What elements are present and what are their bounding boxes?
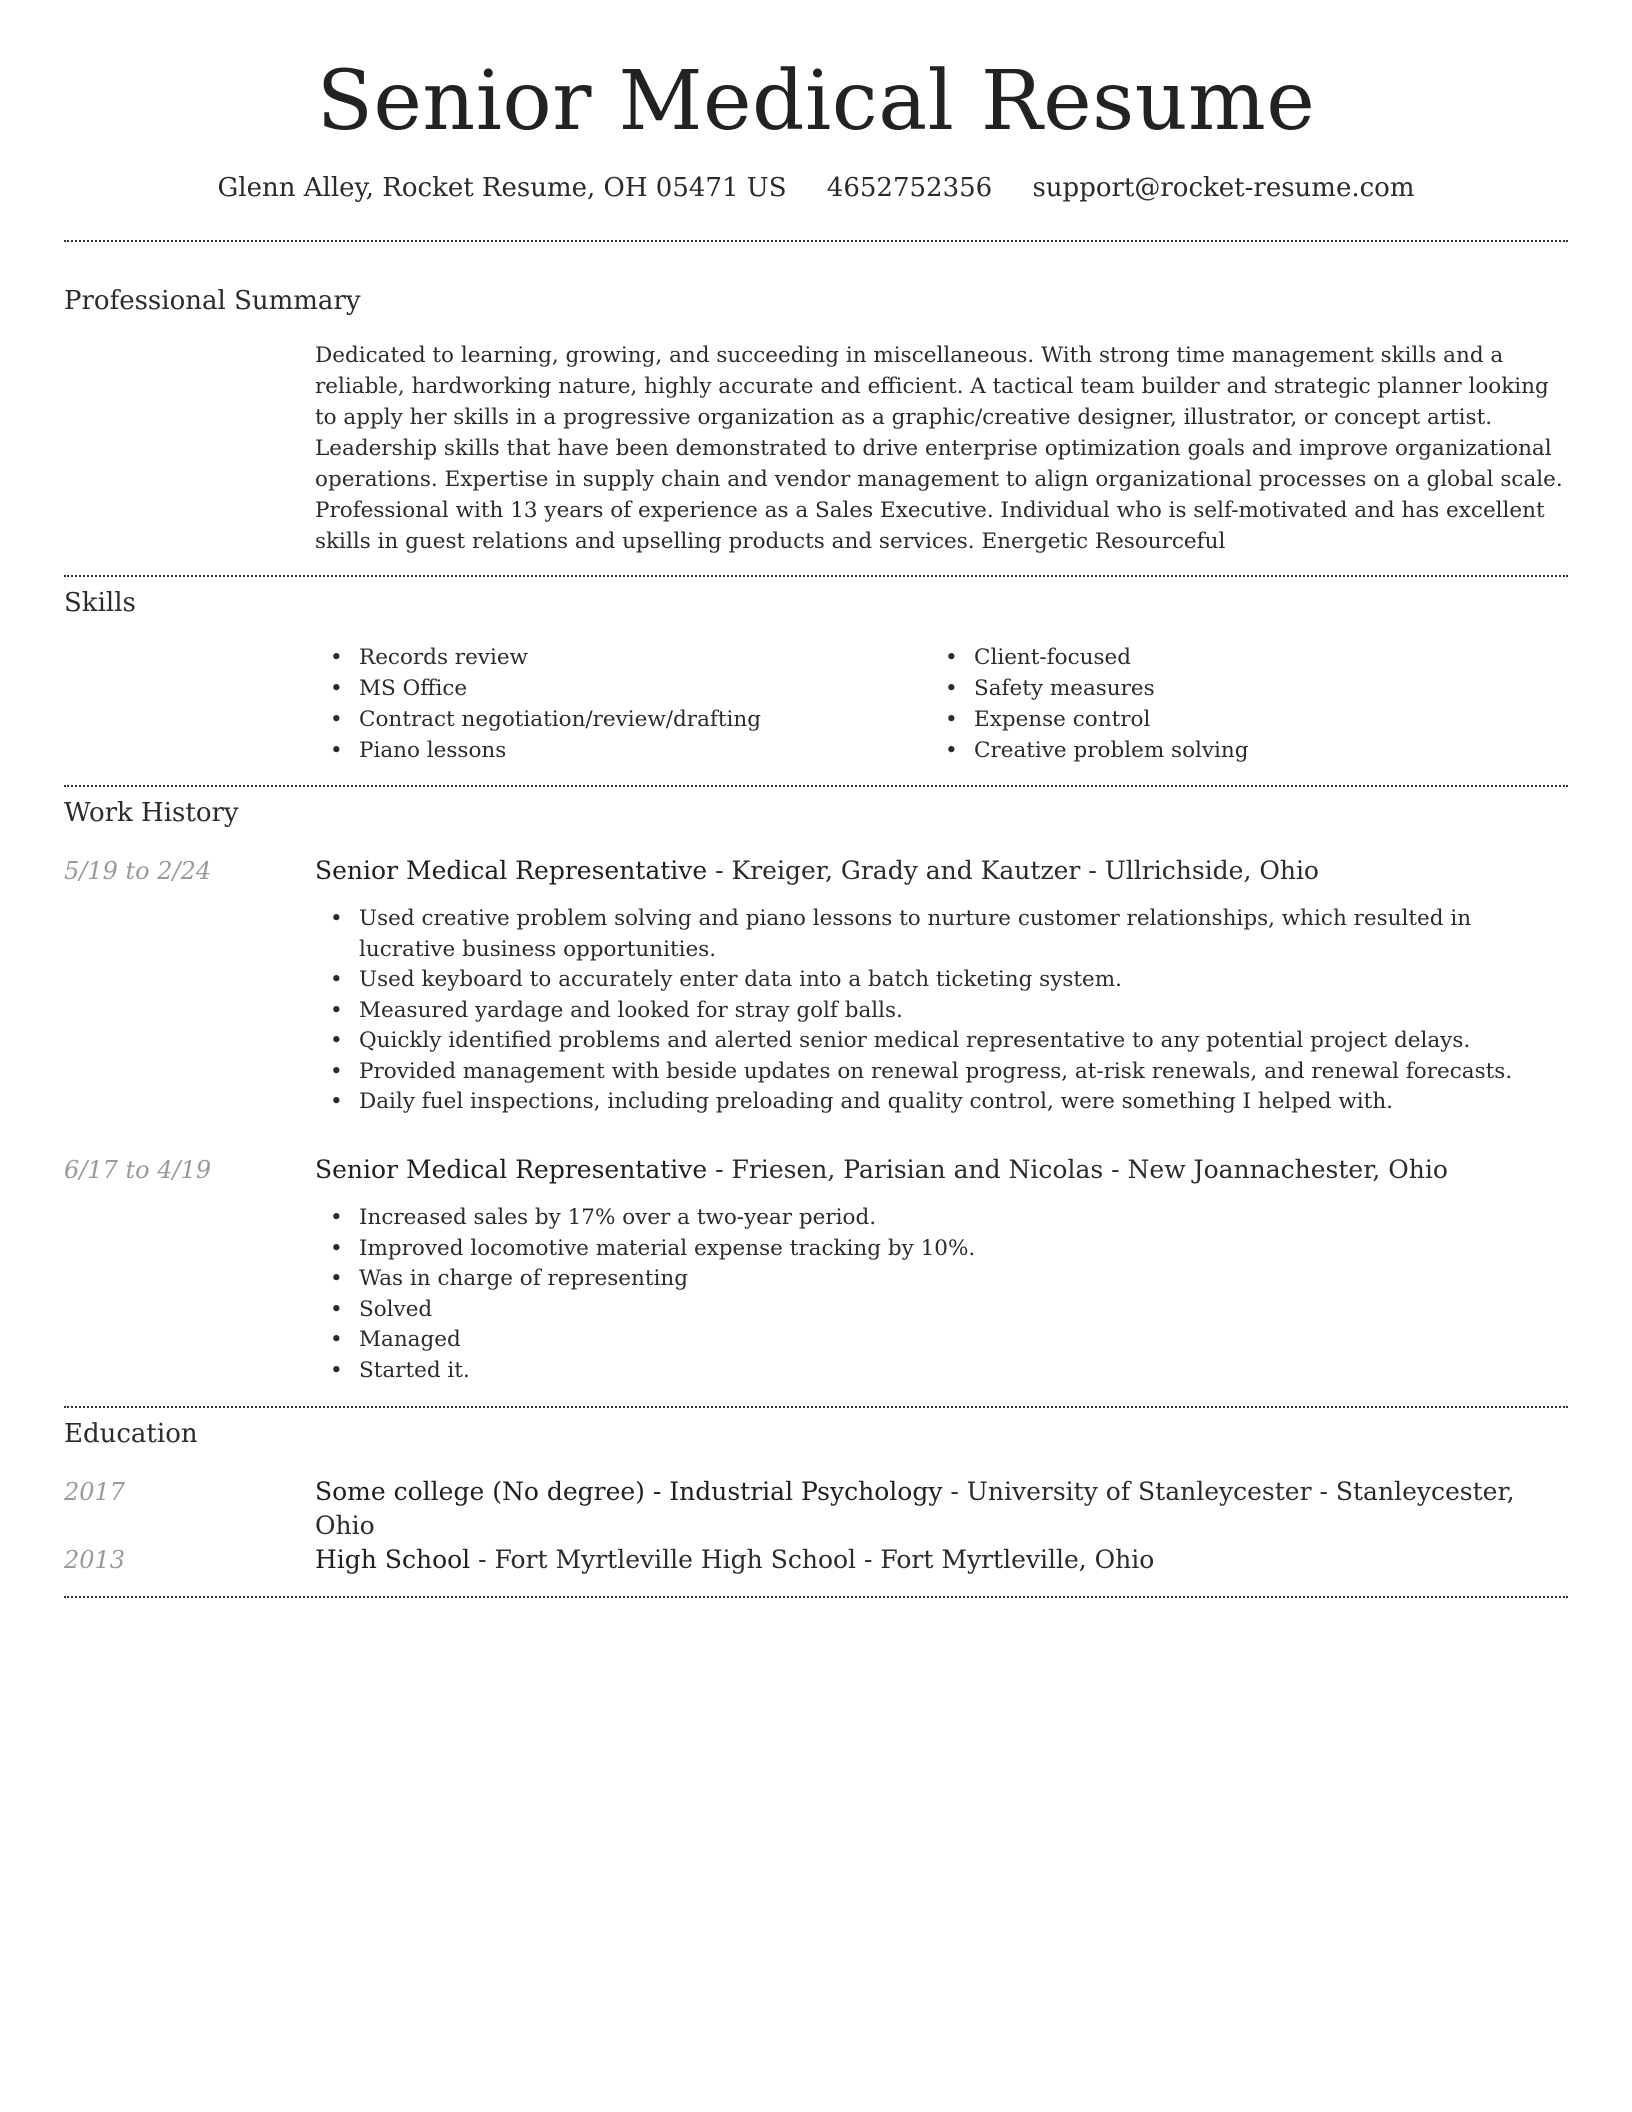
job-title: Senior Medical Representative — [315, 856, 708, 885]
skill-item: • MS Office — [315, 673, 875, 704]
job-bullets — [315, 1203, 1540, 1386]
list-item: • Used creative problem solving and piano lessons to nurture customer relationships, which resulted in lucrative business opportunities. — [315, 904, 1540, 965]
section-heading-summary: Professional Summary — [64, 286, 361, 316]
job-dates: 5/19 to 2/24 — [64, 857, 212, 885]
list-item: • Managed — [315, 1325, 1540, 1356]
divider — [64, 240, 1568, 242]
job-details: - Friesen, Parisian and Nicolas - New Joannachester, Ohio — [707, 1155, 1448, 1184]
skills-list-right — [930, 642, 1490, 766]
job-title: Senior Medical Representative — [315, 1155, 708, 1184]
skill-item: • Creative problem solving — [930, 735, 1490, 766]
contact-address: Glenn Alley, Rocket Resume, OH 05471 US — [217, 173, 787, 203]
contact-email: support@rocket-resume.com — [1032, 173, 1415, 203]
divider — [64, 1406, 1568, 1408]
skill-item: • Expense control — [930, 704, 1490, 735]
education-degree: Some college (No degree) - Industrial Psychology — [315, 1477, 943, 1506]
job-heading — [315, 854, 1565, 888]
list-item: • Quickly identified problems and alerted senior medical representative to any potential project delays. — [315, 1026, 1540, 1057]
job-details: - Kreiger, Grady and Kautzer - Ullrichside, Ohio — [707, 856, 1319, 885]
education-degree: High School — [315, 1545, 471, 1574]
list-item: • Was in charge of representing — [315, 1264, 1540, 1295]
education-entry — [315, 1543, 1565, 1577]
contact-line — [0, 170, 1632, 206]
education-year: 2017 — [64, 1478, 126, 1506]
education-details: - University of Stanleycester - Stanleycester, Ohio — [315, 1477, 1515, 1540]
section-heading-work: Work History — [64, 798, 239, 828]
skill-item: • Safety measures — [930, 673, 1490, 704]
list-item: • Improved locomotive material expense tracking by 10%. — [315, 1234, 1540, 1265]
list-item: • Used keyboard to accurately enter data into a batch ticketing system. — [315, 965, 1540, 996]
education-year: 2013 — [64, 1546, 126, 1574]
skill-item: • Records review — [315, 642, 875, 673]
divider — [64, 575, 1568, 577]
divider — [64, 785, 1568, 787]
divider — [64, 1596, 1568, 1598]
list-item: • Daily fuel inspections, including preloading and quality control, were something I helped with. — [315, 1087, 1540, 1118]
job-heading — [315, 1153, 1565, 1187]
skill-item: • Piano lessons — [315, 735, 875, 766]
skill-item: • Contract negotiation/review/drafting — [315, 704, 875, 735]
resume-title: Senior Medical Resume — [316, 54, 1316, 149]
job-bullets — [315, 904, 1540, 1118]
skills-list-left — [315, 642, 875, 766]
list-item: • Measured yardage and looked for stray golf balls. — [315, 996, 1540, 1027]
education-entry — [315, 1475, 1565, 1543]
list-item: • Started it. — [315, 1356, 1540, 1387]
job-dates: 6/17 to 4/19 — [64, 1156, 212, 1184]
section-heading-skills: Skills — [64, 588, 136, 618]
education-details: - Fort Myrtleville High School - Fort Myrtleville, Ohio — [470, 1545, 1155, 1574]
list-item: • Provided management with beside updates on renewal progress, at-risk renewals, and renewal forecasts. — [315, 1057, 1540, 1088]
list-item: • Solved — [315, 1295, 1540, 1326]
section-heading-education: Education — [64, 1419, 198, 1449]
contact-phone: 4652752356 — [826, 173, 993, 203]
summary-text: Dedicated to learning, growing, and succeeding in miscellaneous. With strong time management skills and a reliable, hardworking nature, highly accurate and efficient. A tactical team builder and strategic planner looking to apply her skills in a progressive organization as a graphic/creative designer, illustrator, or concept artist. Leadership skills that have been demonstrated to drive enterprise optimization goals and improve organizational operations. Expertise in supply chain and vendor management to align organizational processes on a global scale. Professional with 13 years of experience as a Sales Executive. Individual who is self-motivated and has excellent skills in guest relations and upselling products and services. Energetic Resourceful — [315, 343, 1563, 554]
list-item: • Increased sales by 17% over a two-year period. — [315, 1203, 1540, 1234]
skill-item: • Client-focused — [930, 642, 1490, 673]
